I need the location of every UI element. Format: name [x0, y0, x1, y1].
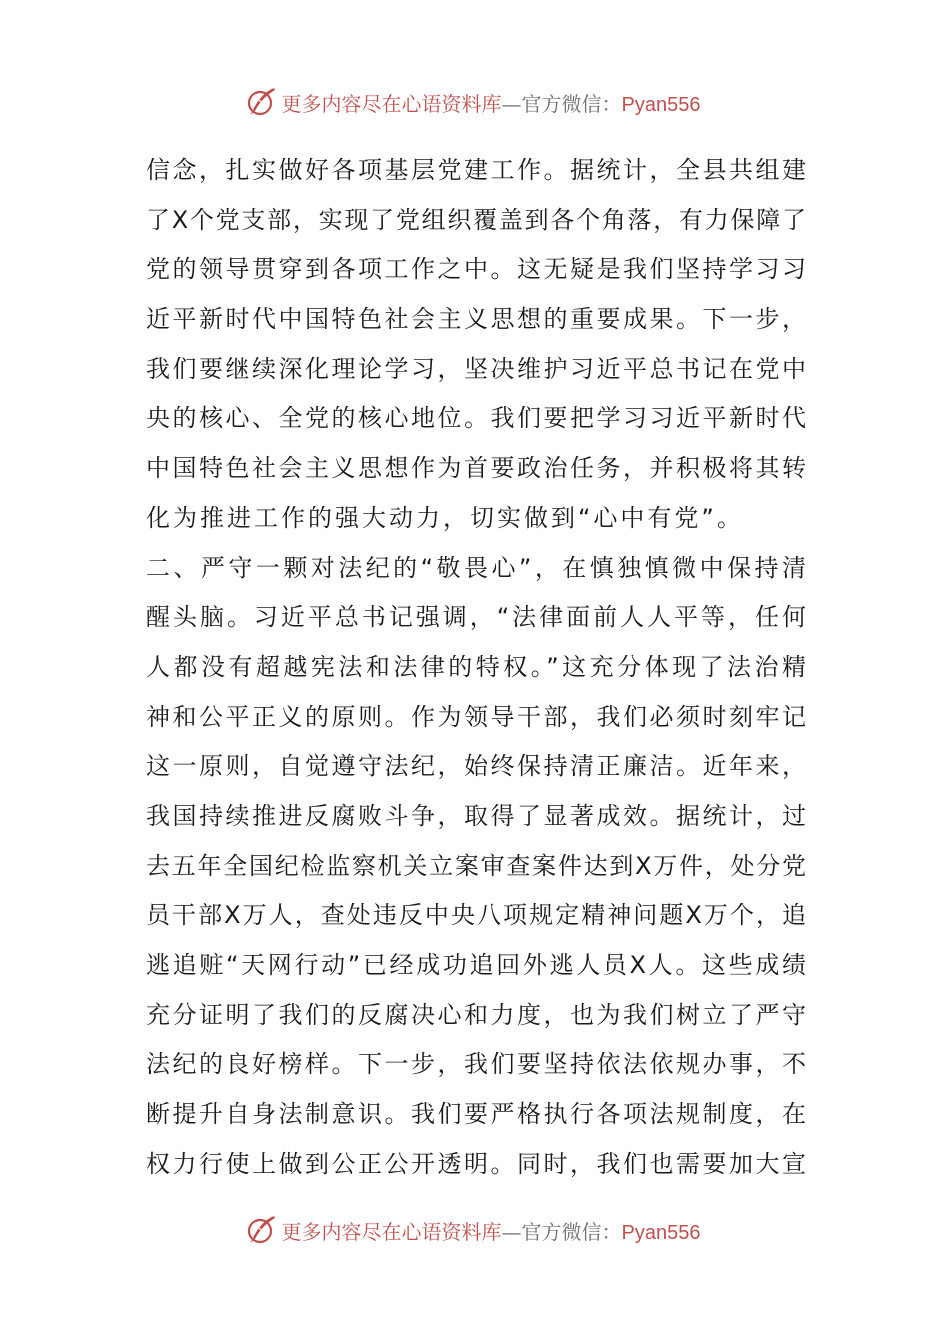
body-line: 醒头脑。习近平总书记强调，“法律面前人人平等，任何: [146, 603, 806, 632]
banner-wechat-id: Pyan556: [621, 93, 701, 116]
banner-slogan: 更多内容尽在心语资料库: [281, 91, 502, 116]
body-line: 法纪的良好榜样。下一步，我们要坚持依法依规办事，不: [146, 1050, 806, 1079]
body-line: 这一原则，自觉遵守法纪，始终保持清正廉洁。近年来，: [146, 752, 806, 781]
body-line: 了X个党支部，实现了党组织覆盖到各个角落，有力保障了: [146, 205, 806, 234]
banner-text: [282, 88, 701, 117]
body-line: 人都没有超越宪法和法律的特权。”这充分体现了法治精: [146, 652, 806, 681]
body-line: 员干部X万人，查处违反中央八项规定精神问题X万个，追: [146, 901, 806, 930]
body-line: 化为推进工作的强大动力，切实做到“心中有党”。: [146, 503, 744, 532]
quill-logo-icon: [244, 85, 278, 119]
banner-separator: —: [501, 1219, 522, 1244]
banner-separator: —: [501, 91, 522, 116]
banner-wechat-id: Pyan556: [621, 1221, 701, 1244]
body-line: 逃追赃“天网行动”已经成功追回外逃人员X人。这些成绩: [146, 951, 806, 979]
body-line: 断提升自身法制意识。我们要严格执行各项法规制度，在: [146, 1100, 806, 1129]
body-line: 央的核心、全党的核心地位。我们要把学习习近平新时代: [146, 404, 806, 433]
body-line: 近平新时代中国特色社会主义思想的重要成果。下一步，: [146, 305, 806, 334]
body-line: 去五年全国纪检监察机关立案审查案件达到X万件，处分党: [146, 851, 806, 880]
header-banner: [0, 82, 950, 122]
body-line: 权力行使上做到公正公开透明。同时，我们也需要加大宣: [146, 1149, 806, 1178]
section-heading-line: 二、严守一颗对法纪的“敬畏心”，在慎独慎微中保持清: [146, 553, 806, 582]
banner-text: [282, 1216, 701, 1245]
body-line: 神和公平正义的原则。作为领导干部，我们必须时刻牢记: [146, 702, 806, 731]
body-line: 我国持续推进反腐败斗争，取得了显著成效。据统计，过: [146, 801, 806, 830]
body-line: 中国特色社会主义思想作为首要政治任务，并积极将其转: [146, 454, 806, 483]
footer-banner: [0, 1210, 950, 1250]
banner-contact-label: 官方微信：: [521, 1219, 622, 1244]
quill-logo-icon: [244, 1213, 278, 1247]
body-line: 我们要继续深化理论学习，坚决维护习近平总书记在党中: [146, 354, 806, 383]
banner-slogan: 更多内容尽在心语资料库: [281, 1219, 502, 1244]
body-line: 信念，扎实做好各项基层党建工作。据统计，全县共组建: [146, 156, 806, 184]
document-body: [146, 146, 806, 1189]
body-line: 充分证明了我们的反腐决心和力度，也为我们树立了严守: [146, 1000, 806, 1029]
banner-contact-label: 官方微信：: [521, 91, 622, 116]
body-line: 党的领导贯穿到各项工作之中。这无疑是我们坚持学习习: [146, 255, 806, 284]
